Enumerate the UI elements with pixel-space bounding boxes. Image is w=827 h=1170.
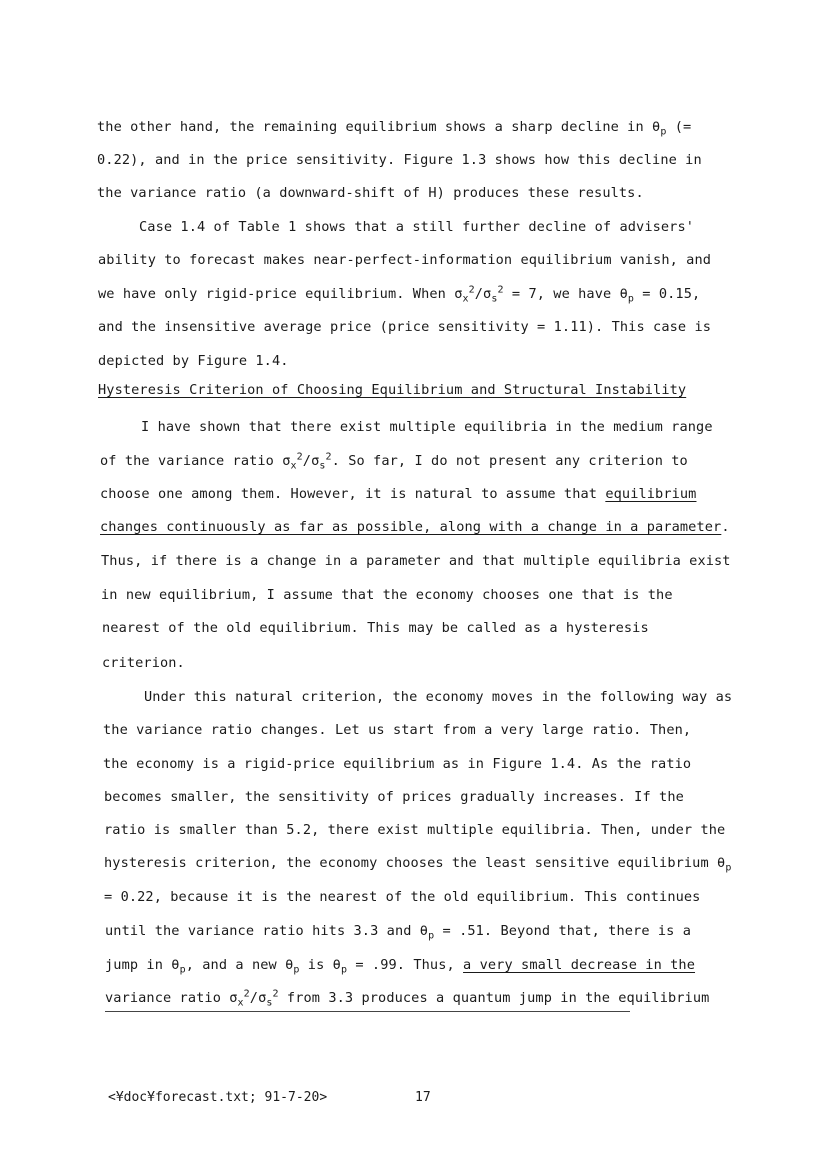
underline-rule	[105, 1011, 630, 1012]
footer-filename: <¥doc¥forecast.txt; 91-7-20>	[108, 1090, 328, 1105]
text-line: jump in $\theta_p$, and a new $\theta_p$ is $\theta_p = .99$. Thus, a very small decrease in the	[105, 957, 696, 976]
text-line: the variance ratio changes. Let us start from a very large ratio. Then,	[103, 722, 692, 738]
text-line: until the variance ratio hits 3.3 and $\theta_p = .51$. Beyond that, there is a	[105, 923, 692, 942]
text-line: ability to forecast makes near-perfect-information equilibrium vanish, and	[98, 252, 712, 268]
page-number: 17	[415, 1090, 431, 1105]
text-line: becomes smaller, the sensitivity of prices gradually increases. If the	[104, 789, 684, 805]
text-line: ratio is smaller than 5.2, there exist multiple equilibria. Then, under the	[104, 822, 726, 838]
text-line: the other hand, the remaining equilibrium shows a sharp decline in $\theta_p$ (=	[97, 119, 692, 138]
text-line: the economy is a rigid-price equilibrium as in Figure 1.4. As the ratio	[103, 756, 692, 772]
text-line: choose one among them. However, it is natural to assume that equilibrium	[100, 486, 697, 502]
text-line: and the insensitive average price (price sensitivity = 1.11). This case is	[98, 319, 712, 335]
text-line: changes continuously as far as possible, along with a change in a parameter.	[100, 519, 730, 535]
text-line: the variance ratio (a downward-shift of H) produces these results.	[97, 185, 644, 201]
text-line: Thus, if there is a change in a parameter and that multiple equilibria exist	[101, 553, 731, 569]
text-line: we have only rigid-price equilibrium. When $\sigma_x^2/\sigma_s^2 = 7$, we have $\theta_p = 0.15$,	[98, 284, 701, 305]
text-line: I have shown that there exist multiple equilibria in the medium range	[141, 419, 713, 435]
text-line: of the variance ratio $\sigma_x^2/\sigma_s^2$. So far, I do not present any criterion to	[100, 451, 688, 472]
text-line: in new equilibrium, I assume that the economy chooses one that is the	[101, 587, 673, 603]
text-line: Under this natural criterion, the economy moves in the following way as	[144, 689, 733, 705]
text-line: = 0.22, because it is the nearest of the old equilibrium. This continues	[104, 889, 701, 905]
text-line: hysteresis criterion, the economy chooses the least sensitive equilibrium $\theta_p$	[104, 855, 732, 874]
text-line: criterion.	[102, 655, 185, 671]
text-line: depicted by Figure 1.4.	[98, 353, 289, 369]
text-line: Case 1.4 of Table 1 shows that a still further decline of advisers'	[139, 219, 695, 235]
text-line: variance ratio $\sigma_x^2/\sigma_s^2$ from 3.3 produces a quantum jump in the equilibrium	[105, 988, 710, 1009]
text-line: nearest of the old equilibrium. This may be called as a hysteresis	[102, 620, 649, 636]
text-line: 0.22), and in the price sensitivity. Figure 1.3 shows how this decline in	[97, 152, 702, 168]
section-heading: Hysteresis Criterion of Choosing Equilibrium and Structural Instability	[98, 382, 687, 398]
